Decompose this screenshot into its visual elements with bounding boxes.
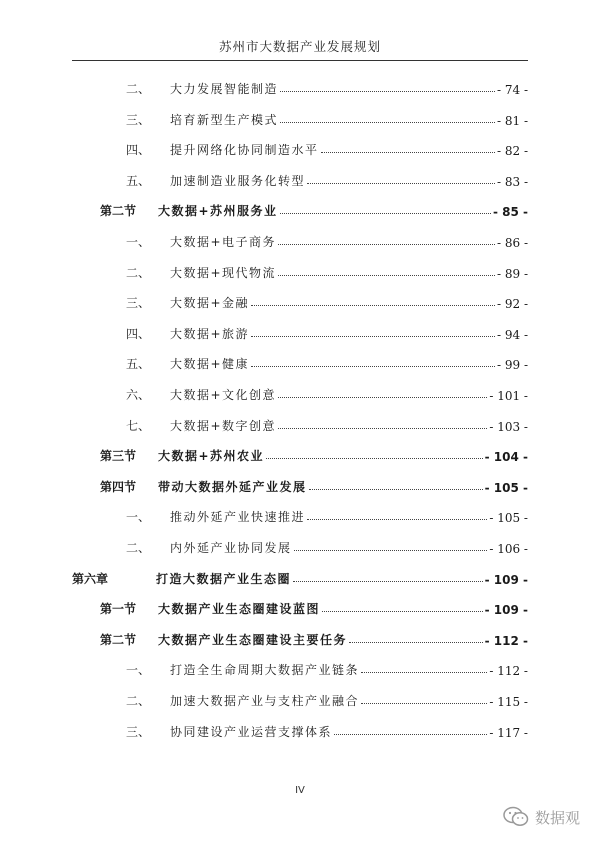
toc-dot-leader <box>280 122 495 123</box>
toc-dot-leader <box>334 734 487 735</box>
toc-entry[interactable] <box>102 106 528 128</box>
toc-entry-number: 二、 <box>125 82 150 96</box>
toc-entry-number: 三、 <box>125 724 150 739</box>
toc-dot-leader <box>361 672 487 673</box>
toc-entry-page: - 101 - <box>489 389 528 403</box>
toc-dot-leader <box>361 703 487 704</box>
toc-entry-title: 打造全生命周期大数据产业链条 <box>170 663 360 678</box>
toc-dot-leader <box>294 550 488 551</box>
toc-entry[interactable] <box>102 534 528 556</box>
toc-entry[interactable] <box>102 412 528 434</box>
toc-entry[interactable] <box>102 75 528 97</box>
toc-entry-number: 第三节 <box>100 449 137 464</box>
toc-entry-page: - 82 - <box>496 144 528 159</box>
toc-dot-leader <box>278 428 487 429</box>
toc-entry-number: 二、 <box>125 265 150 280</box>
toc-entry-number: 四、 <box>125 326 150 341</box>
toc-entry[interactable] <box>102 259 528 281</box>
toc-entry-number: 一、 <box>125 510 150 525</box>
toc-entry-number: 三、 <box>125 296 150 311</box>
toc-entry[interactable] <box>102 381 528 403</box>
toc-entry-page: - 112 - <box>484 633 528 648</box>
toc-dot-leader <box>321 152 495 153</box>
toc-entry-page: - 109 - <box>484 603 528 618</box>
toc-entry[interactable] <box>102 503 528 525</box>
toc-entry-page: - 112 - <box>489 664 528 679</box>
toc-entry-number: 二、 <box>125 541 150 555</box>
toc-dot-leader <box>251 366 495 367</box>
toc-dot-leader <box>280 91 495 92</box>
toc-entry-title: 大数据+苏州服务业 <box>158 204 278 219</box>
toc-dot-leader <box>280 213 491 214</box>
wechat-icon <box>503 806 529 828</box>
toc-entry-title: 大数据+苏州农业 <box>158 449 265 464</box>
toc-entry-page: - 117 - <box>489 725 528 740</box>
toc-entry-page: - 89 - <box>496 266 528 281</box>
toc-dot-leader <box>266 458 483 459</box>
toc-dot-leader <box>278 244 495 245</box>
toc-dot-leader <box>251 336 495 337</box>
toc-entry-title: 大数据+现代物流 <box>170 265 277 280</box>
toc-entry-title: 大数据+金融 <box>170 296 250 311</box>
toc-entry[interactable] <box>102 167 528 189</box>
page-header: 苏州市大数据产业发展规划 <box>218 39 381 54</box>
toc-entry-title: 提升网络化协同制造水平 <box>170 143 319 158</box>
toc-entry-page: - 104 - <box>484 450 528 465</box>
toc-dot-leader <box>309 489 483 490</box>
toc-entry[interactable] <box>102 320 528 342</box>
toc-entry-page: - 92 - <box>496 297 528 312</box>
toc-entry-title: 大数据+数字创意 <box>170 418 277 433</box>
toc-entry[interactable] <box>72 565 528 587</box>
toc-entry[interactable] <box>100 197 528 219</box>
toc-entry-title: 带动大数据外延产业发展 <box>158 479 307 494</box>
toc-entry-title: 大数据+文化创意 <box>170 388 277 402</box>
toc-entry[interactable] <box>102 687 528 709</box>
toc-entry-title: 内外延产业协同发展 <box>170 541 292 555</box>
toc-entry-title: 打造大数据产业生态圈 <box>156 571 292 586</box>
toc-entry[interactable] <box>100 595 528 617</box>
toc-entry-number: 第六章 <box>72 571 109 586</box>
toc-entry-title: 推动外延产业快速推进 <box>170 510 306 525</box>
toc-entry-page: - 103 - <box>489 419 528 434</box>
toc-dot-leader <box>349 642 483 643</box>
toc-entry-title: 大数据+电子商务 <box>170 235 277 249</box>
toc-entry-number: 第四节 <box>100 479 137 494</box>
toc-entry-number: 六、 <box>125 388 150 402</box>
toc-entry[interactable] <box>100 442 528 464</box>
toc-entry-page: - 81 - <box>496 113 528 128</box>
toc-entry[interactable] <box>102 656 528 678</box>
toc-entry-page: - 94 - <box>496 327 528 342</box>
toc-entry[interactable] <box>100 473 528 495</box>
toc-entry[interactable] <box>102 136 528 158</box>
toc-entry-number: 第二节 <box>100 632 137 647</box>
toc-dot-leader <box>251 305 495 306</box>
toc-entry-number: 五、 <box>125 357 150 372</box>
toc-entry-title: 大数据+旅游 <box>170 326 250 341</box>
watermark-text: 数据观 <box>534 808 580 827</box>
toc-entry-page: - 99 - <box>496 358 528 373</box>
toc-entry[interactable] <box>100 626 528 648</box>
toc-entry-title: 培育新型生产模式 <box>170 112 279 127</box>
toc-entry-number: 四、 <box>125 143 150 158</box>
toc-entry-number: 一、 <box>125 235 150 249</box>
toc-entry[interactable] <box>102 228 528 250</box>
toc-entry-number: 三、 <box>125 112 150 127</box>
toc-dot-leader <box>278 275 495 276</box>
toc-entry-page: - 86 - <box>496 236 528 250</box>
toc-entry-page: - 105 - <box>489 511 528 526</box>
toc-entry-title: 大数据+健康 <box>170 357 250 372</box>
toc-dot-leader <box>307 519 487 520</box>
toc-entry-title: 协同建设产业运营支撑体系 <box>170 724 333 739</box>
toc-entry-number: 二、 <box>125 694 150 708</box>
toc-entry[interactable] <box>102 350 528 372</box>
toc-entry-title: 加速大数据产业与支柱产业融合 <box>170 694 360 708</box>
toc-entry-number: 第二节 <box>100 204 137 219</box>
toc-dot-leader <box>322 611 483 612</box>
toc-entry-title: 大数据产业生态圈建设主要任务 <box>158 632 348 647</box>
toc-entry-page: - 106 - <box>489 542 528 556</box>
toc-dot-leader <box>307 183 495 184</box>
page-number: IV <box>295 785 305 796</box>
toc-entry-page: - 74 - <box>496 83 528 97</box>
toc-entry[interactable] <box>102 289 528 311</box>
toc-dot-leader <box>293 581 483 582</box>
watermark <box>503 806 580 828</box>
toc-entry-page: - 115 - <box>489 695 528 709</box>
toc-entry-title: 加速制造业服务化转型 <box>170 173 306 188</box>
toc-entry-page: - 105 - <box>484 480 528 495</box>
toc-entry-number: 七、 <box>125 418 150 433</box>
toc-dot-leader <box>278 397 487 398</box>
toc-entry-number: 第一节 <box>100 602 137 617</box>
toc-entry-title: 大数据产业生态圈建设蓝图 <box>158 602 321 617</box>
toc-entry-page: - 83 - <box>496 174 528 189</box>
toc-entry-title: 大力发展智能制造 <box>170 82 279 96</box>
toc-entry-number: 五、 <box>125 173 150 188</box>
toc-entry-number: 一、 <box>125 663 150 678</box>
toc-entry[interactable] <box>102 718 528 740</box>
toc-entry-page: - 85 - <box>492 205 528 220</box>
toc-entry-page: - 109 - <box>484 572 528 587</box>
